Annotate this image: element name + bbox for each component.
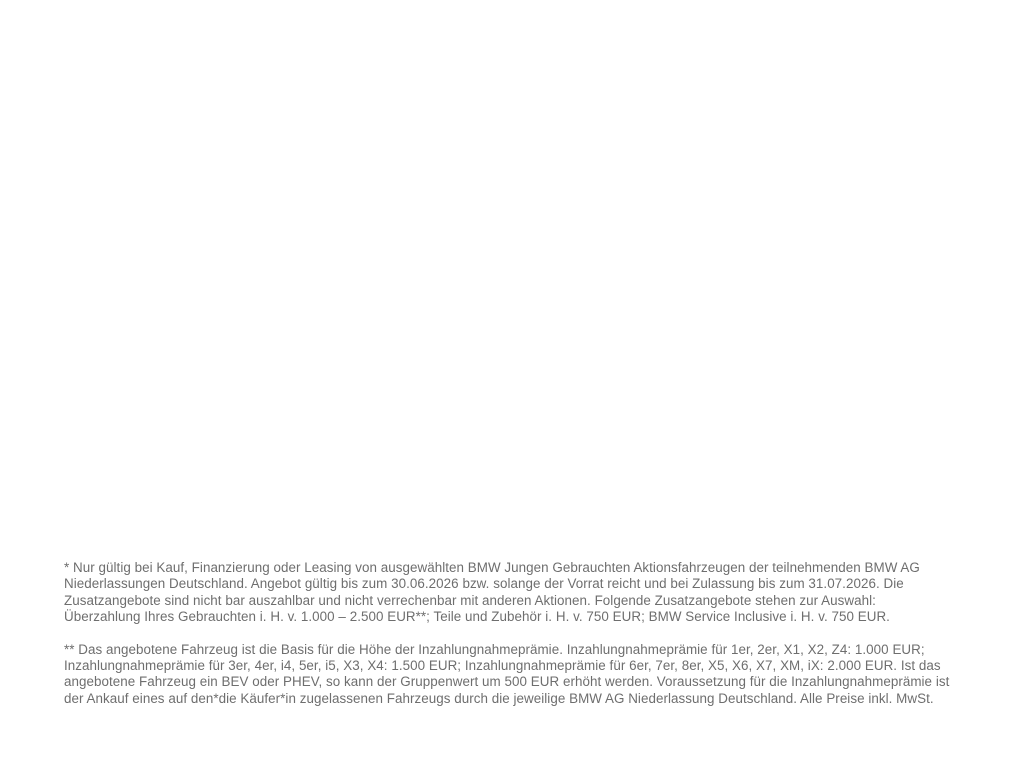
footnote-line: angebotene Fahrzeug ein BEV oder PHEV, so kann der Gruppenwert um 500 EUR erhöht werden. Voraussetzung für die Inzahlungnahmeprämie ist bbox=[64, 674, 950, 690]
footnote-line: Niederlassungen Deutschland. Angebot gültig bis zum 30.06.2026 bzw. solange der Vorrat reicht und bei Zulassung bis zum 31.07.2026. Die bbox=[64, 576, 904, 592]
legal-disclaimer bbox=[64, 560, 976, 723]
footnote-line: Zusatzangebote sind nicht bar auszahlbar und nicht verrechenbar mit anderen Aktionen. Folgende Zusatzangebote stehen zur Auswahl: bbox=[64, 592, 876, 608]
footnote-paragraph-1 bbox=[64, 560, 976, 626]
footnote-line: * Nur gültig bei Kauf, Finanzierung oder Leasing von ausgewählten BMW Jungen Gebrauchten Aktionsfahrzeugen der teilnehmenden BMW AG bbox=[64, 560, 920, 575]
footnote-line: Inzahlungnahmeprämie für 3er, 4er, i4, 5er, i5, X3, X4: 1.500 EUR; Inzahlungnahmeprämie für 6er, 7er, 8er, X5, X6, X7, XM, iX: 2.000 EUR. Ist das bbox=[64, 658, 941, 674]
footnote-line: ** Das angebotene Fahrzeug ist die Basis für die Höhe der Inzahlungnahmeprämie. Inzahlungnahmeprämie für 1er, 2er, X1, X2, Z4: 1.000 EUR; bbox=[64, 641, 925, 657]
footnote-line: der Ankauf eines auf den*die Käufer*in zugelassenen Fahrzeugs durch die jeweilige BMW AG Niederlassung Deutschland. Alle Preise inkl. MwSt. bbox=[64, 690, 934, 706]
footnote-line: Überzahlung Ihres Gebrauchten i. H. v. 1.000 – 2.500 EUR**; Teile und Zubehör i. H. v. 750 EUR; BMW Service Inclusive i. H. v. 750 EUR. bbox=[64, 609, 890, 625]
footnote-paragraph-2 bbox=[64, 642, 976, 708]
